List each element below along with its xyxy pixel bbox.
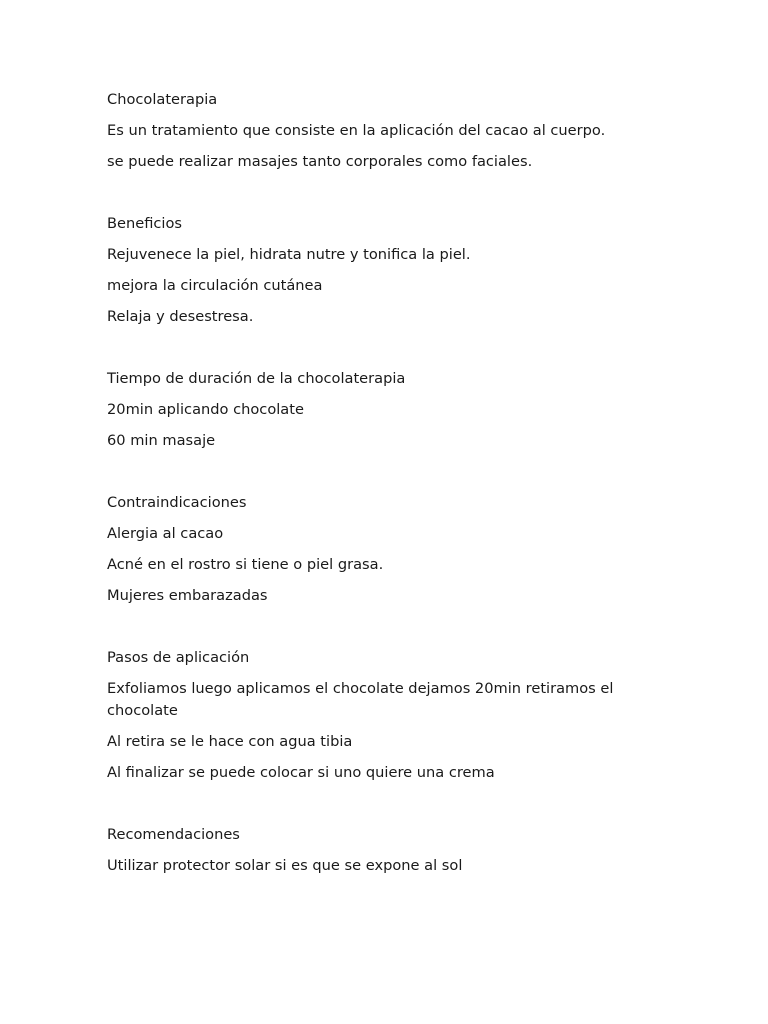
paragraph: Exfoliamos luego aplicamos el chocolate dejamos 20min retiramos el chocolate bbox=[107, 680, 614, 719]
paragraph: Rejuvenece la piel, hidrata nutre y tonifica la piel. bbox=[107, 246, 471, 263]
paragraph: se puede realizar masajes tanto corporales como faciales. bbox=[107, 153, 533, 170]
section-heading: Chocolaterapia bbox=[107, 91, 218, 108]
paragraph: Acné en el rostro si tiene o piel grasa. bbox=[107, 556, 384, 573]
section-beneficios bbox=[107, 213, 647, 337]
paragraph: Mujeres embarazadas bbox=[107, 587, 268, 604]
paragraph: 60 min masaje bbox=[107, 432, 216, 449]
section-tiempo bbox=[107, 368, 647, 461]
paragraph: Utilizar protector solar si es que se expone al sol bbox=[107, 857, 463, 874]
section-pasos bbox=[107, 647, 647, 793]
section-recomendaciones bbox=[107, 824, 647, 886]
paragraph: mejora la circulación cutánea bbox=[107, 277, 323, 294]
paragraph: 20min aplicando chocolate bbox=[107, 401, 304, 418]
paragraph: Al retira se le hace con agua tibia bbox=[107, 733, 353, 750]
document-page bbox=[107, 89, 647, 886]
paragraph: Al finalizar se puede colocar si uno quiere una crema bbox=[107, 764, 495, 781]
section-chocolaterapia bbox=[107, 89, 647, 182]
section-heading: Recomendaciones bbox=[107, 826, 240, 843]
paragraph: Relaja y desestresa. bbox=[107, 308, 254, 325]
section-contraindicaciones bbox=[107, 492, 647, 616]
paragraph: Es un tratamiento que consiste en la aplicación del cacao al cuerpo. bbox=[107, 122, 606, 139]
section-heading: Beneficios bbox=[107, 215, 183, 232]
paragraph: Alergia al cacao bbox=[107, 525, 224, 542]
section-heading: Tiempo de duración de la chocolaterapia bbox=[107, 370, 406, 387]
section-heading: Contraindicaciones bbox=[107, 494, 247, 511]
section-heading: Pasos de aplicación bbox=[107, 649, 250, 666]
